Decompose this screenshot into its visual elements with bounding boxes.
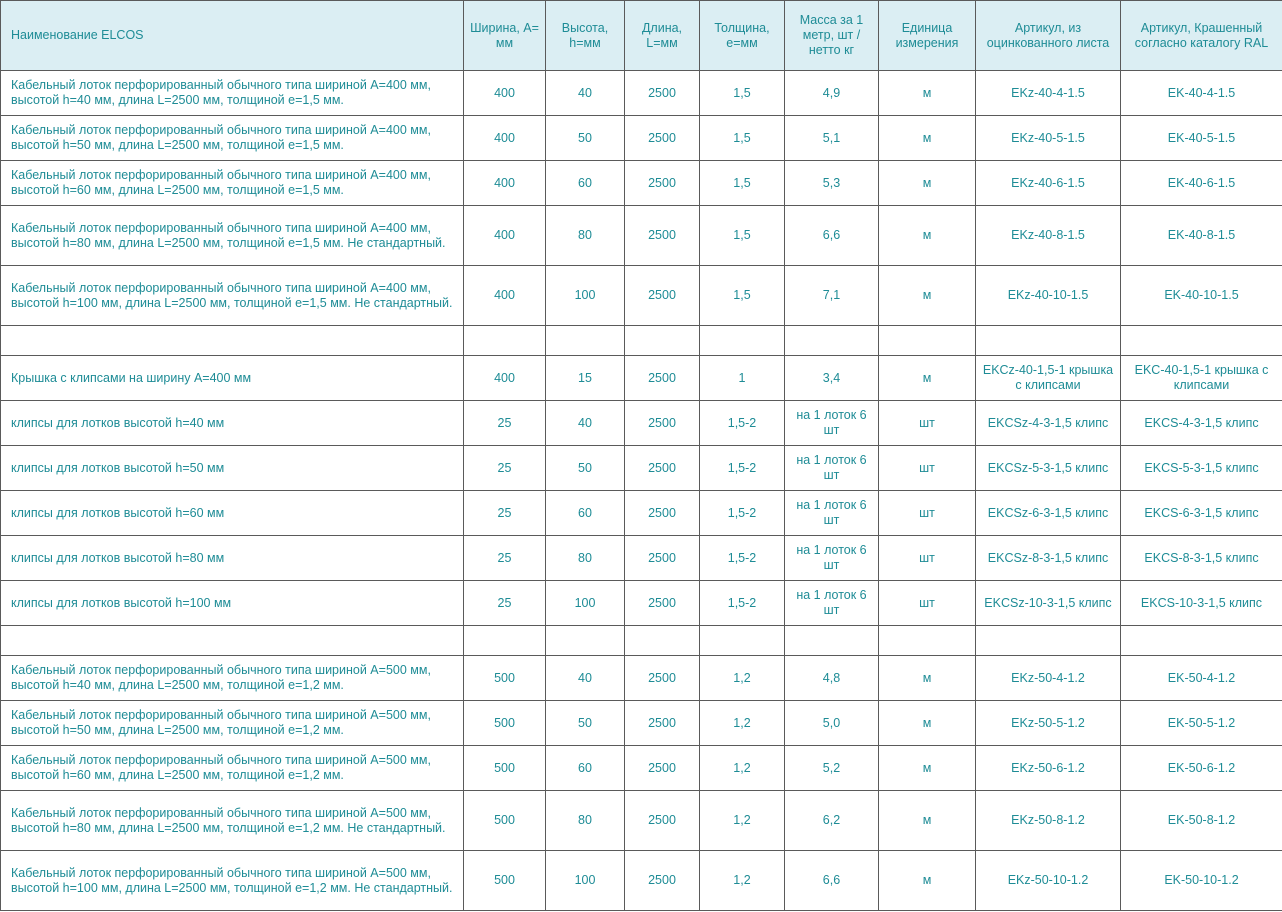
cell-length: 2500: [625, 656, 700, 701]
cell-length: 2500: [625, 356, 700, 401]
cell-mass: на 1 лоток 6 шт: [785, 446, 879, 491]
cell-thickness: 1,5: [700, 266, 785, 326]
cell-thickness: 1,5: [700, 71, 785, 116]
cell-height: 80: [546, 536, 625, 581]
cell-thickness: 1,2: [700, 701, 785, 746]
table-row: [1, 356, 1282, 401]
cell-name: Кабельный лоток перфорированный обычного типа шириной A=500 мм, высотой h=50 мм, длина L=2500 мм, толщиной е=1,2 мм.: [1, 701, 464, 746]
cell-article-galvanized: EKCSz-6-3-1,5 клипс: [976, 491, 1121, 536]
cell-unit: шт: [879, 536, 976, 581]
cell-article-galvanized: EKz-40-6-1.5: [976, 161, 1121, 206]
cell-thickness: [700, 626, 785, 656]
cell-length: [625, 626, 700, 656]
cell-height: 60: [546, 161, 625, 206]
cell-thickness: 1,2: [700, 746, 785, 791]
cell-name: Кабельный лоток перфорированный обычного типа шириной A=400 мм, высотой h=40 мм, длина L=2500 мм, толщиной е=1,5 мм.: [1, 71, 464, 116]
cell-width: 400: [464, 206, 546, 266]
cell-width: [464, 626, 546, 656]
cell-mass: 5,2: [785, 746, 879, 791]
cell-length: 2500: [625, 71, 700, 116]
cell-height: 60: [546, 491, 625, 536]
cell-unit: м: [879, 206, 976, 266]
cell-thickness: 1,5: [700, 206, 785, 266]
cell-height: 100: [546, 581, 625, 626]
cell-length: 2500: [625, 446, 700, 491]
cell-length: 2500: [625, 791, 700, 851]
cell-unit: м: [879, 791, 976, 851]
spacer-row: [1, 626, 1282, 656]
cell-width: 25: [464, 401, 546, 446]
cell-article-painted: EK-50-4-1.2: [1121, 656, 1282, 701]
table-row: [1, 206, 1282, 266]
cell-height: [546, 326, 625, 356]
table-row: [1, 401, 1282, 446]
cell-article-galvanized: EKz-40-5-1.5: [976, 116, 1121, 161]
table-row: [1, 656, 1282, 701]
table-row: [1, 266, 1282, 326]
cell-article-galvanized: EKz-50-6-1.2: [976, 746, 1121, 791]
cell-thickness: 1,5: [700, 116, 785, 161]
cell-width: 25: [464, 446, 546, 491]
table-row: [1, 581, 1282, 626]
cell-article-galvanized: EKCSz-8-3-1,5 клипс: [976, 536, 1121, 581]
cell-mass: на 1 лоток 6 шт: [785, 491, 879, 536]
cell-mass: на 1 лоток 6 шт: [785, 581, 879, 626]
cell-height: 15: [546, 356, 625, 401]
cell-article-galvanized: EKz-40-10-1.5: [976, 266, 1121, 326]
cell-thickness: 1,5-2: [700, 446, 785, 491]
cell-unit: шт: [879, 491, 976, 536]
cell-unit: м: [879, 116, 976, 161]
cell-name: [1, 326, 464, 356]
col-header-article-painted: Артикул, Крашенный согласно каталогу RAL: [1121, 1, 1282, 71]
header-row: [1, 1, 1282, 71]
cell-length: 2500: [625, 581, 700, 626]
cell-mass: 3,4: [785, 356, 879, 401]
cell-unit: [879, 326, 976, 356]
cell-mass: 6,6: [785, 851, 879, 911]
cell-name: Кабельный лоток перфорированный обычного типа шириной A=500 мм, высотой h=80 мм, длина L=2500 мм, толщиной е=1,2 мм. Не стандартный.: [1, 791, 464, 851]
cell-height: 100: [546, 851, 625, 911]
cell-thickness: 1,5-2: [700, 581, 785, 626]
table-header: [1, 1, 1282, 71]
cell-name: Кабельный лоток перфорированный обычного типа шириной A=400 мм, высотой h=80 мм, длина L=2500 мм, толщиной е=1,5 мм. Не стандартный.: [1, 206, 464, 266]
cell-article-painted: EK-50-8-1.2: [1121, 791, 1282, 851]
cell-name: клипсы для лотков высотой h=100 мм: [1, 581, 464, 626]
table-row: [1, 446, 1282, 491]
cell-article-painted: [1121, 326, 1282, 356]
col-header-height: Высота, h=мм: [546, 1, 625, 71]
cell-article-galvanized: EKz-50-5-1.2: [976, 701, 1121, 746]
cell-unit: м: [879, 356, 976, 401]
cell-width: 25: [464, 491, 546, 536]
cell-thickness: 1,5: [700, 161, 785, 206]
cell-article-galvanized: EKCz-40-1,5-1 крышка с клипсами: [976, 356, 1121, 401]
cell-unit: шт: [879, 401, 976, 446]
cell-length: 2500: [625, 401, 700, 446]
table-row: [1, 746, 1282, 791]
cell-thickness: 1,5-2: [700, 536, 785, 581]
col-header-mass: Масса за 1 метр, шт / нетто кг: [785, 1, 879, 71]
cell-length: 2500: [625, 116, 700, 161]
cell-article-painted: EK-50-10-1.2: [1121, 851, 1282, 911]
cell-width: 500: [464, 791, 546, 851]
cell-mass: [785, 626, 879, 656]
cell-article-painted: EK-40-5-1.5: [1121, 116, 1282, 161]
cell-width: 400: [464, 71, 546, 116]
cell-width: 25: [464, 536, 546, 581]
cell-width: 500: [464, 701, 546, 746]
cell-height: 50: [546, 116, 625, 161]
cell-mass: на 1 лоток 6 шт: [785, 536, 879, 581]
cell-article-galvanized: EKCSz-10-3-1,5 клипс: [976, 581, 1121, 626]
cell-unit: м: [879, 266, 976, 326]
cell-article-painted: [1121, 626, 1282, 656]
cell-article-painted: EKCS-4-3-1,5 клипс: [1121, 401, 1282, 446]
cell-article-painted: EK-50-5-1.2: [1121, 701, 1282, 746]
cell-width: 500: [464, 656, 546, 701]
table-row: [1, 536, 1282, 581]
cell-article-painted: EKCS-8-3-1,5 клипс: [1121, 536, 1282, 581]
cell-article-painted: EK-40-4-1.5: [1121, 71, 1282, 116]
cell-unit: шт: [879, 581, 976, 626]
cell-mass: 6,2: [785, 791, 879, 851]
cell-height: 40: [546, 71, 625, 116]
cell-name: клипсы для лотков высотой h=80 мм: [1, 536, 464, 581]
table-row: [1, 116, 1282, 161]
cell-name: Кабельный лоток перфорированный обычного типа шириной A=500 мм, высотой h=100 мм, длина L=2500 мм, толщиной е=1,2 мм. Не стандартный.: [1, 851, 464, 911]
cell-name: Кабельный лоток перфорированный обычного типа шириной A=400 мм, высотой h=60 мм, длина L=2500 мм, толщиной е=1,5 мм.: [1, 161, 464, 206]
cell-length: 2500: [625, 701, 700, 746]
cell-name: [1, 626, 464, 656]
cell-length: 2500: [625, 206, 700, 266]
cell-length: 2500: [625, 161, 700, 206]
cell-width: 500: [464, 746, 546, 791]
cell-mass: 4,8: [785, 656, 879, 701]
cell-unit: м: [879, 851, 976, 911]
cell-mass: 5,0: [785, 701, 879, 746]
table-row: [1, 71, 1282, 116]
cell-width: 400: [464, 266, 546, 326]
cell-article-galvanized: EKz-50-4-1.2: [976, 656, 1121, 701]
cell-article-painted: EK-40-10-1.5: [1121, 266, 1282, 326]
cell-article-galvanized: [976, 326, 1121, 356]
cell-name: Кабельный лоток перфорированный обычного типа шириной A=500 мм, высотой h=40 мм, длина L=2500 мм, толщиной е=1,2 мм.: [1, 656, 464, 701]
cell-mass: 5,1: [785, 116, 879, 161]
cell-width: 400: [464, 356, 546, 401]
table-row: [1, 491, 1282, 536]
cell-mass: [785, 326, 879, 356]
cell-length: 2500: [625, 851, 700, 911]
cell-article-painted: EKCS-10-3-1,5 клипс: [1121, 581, 1282, 626]
cell-height: 40: [546, 401, 625, 446]
cell-height: 100: [546, 266, 625, 326]
cell-article-galvanized: EKCSz-4-3-1,5 клипс: [976, 401, 1121, 446]
cell-length: 2500: [625, 746, 700, 791]
cell-article-galvanized: EKz-50-8-1.2: [976, 791, 1121, 851]
spacer-row: [1, 326, 1282, 356]
cell-mass: 4,9: [785, 71, 879, 116]
cell-height: 40: [546, 656, 625, 701]
cell-article-galvanized: EKz-40-4-1.5: [976, 71, 1121, 116]
cell-thickness: 1,2: [700, 656, 785, 701]
cell-article-painted: EK-50-6-1.2: [1121, 746, 1282, 791]
cell-unit: м: [879, 746, 976, 791]
cell-article-galvanized: EKCSz-5-3-1,5 клипс: [976, 446, 1121, 491]
cell-height: 50: [546, 446, 625, 491]
cell-height: 80: [546, 206, 625, 266]
cell-width: 400: [464, 116, 546, 161]
cell-article-painted: EK-40-6-1.5: [1121, 161, 1282, 206]
cell-thickness: [700, 326, 785, 356]
col-header-thickness: Толщина, е=мм: [700, 1, 785, 71]
cell-thickness: 1,2: [700, 791, 785, 851]
cell-length: [625, 326, 700, 356]
cell-unit: шт: [879, 446, 976, 491]
cell-article-painted: EKCS-6-3-1,5 клипс: [1121, 491, 1282, 536]
cell-length: 2500: [625, 536, 700, 581]
cell-name: Крышка с клипсами на ширину A=400 мм: [1, 356, 464, 401]
cell-unit: [879, 626, 976, 656]
cell-article-painted: EK-40-8-1.5: [1121, 206, 1282, 266]
table-body: [1, 71, 1282, 911]
table-row: [1, 791, 1282, 851]
cell-name: клипсы для лотков высотой h=60 мм: [1, 491, 464, 536]
cell-mass: 6,6: [785, 206, 879, 266]
cell-thickness: 1,5-2: [700, 491, 785, 536]
cell-mass: на 1 лоток 6 шт: [785, 401, 879, 446]
cell-name: клипсы для лотков высотой h=50 мм: [1, 446, 464, 491]
cell-unit: м: [879, 656, 976, 701]
cell-height: 50: [546, 701, 625, 746]
cell-unit: м: [879, 71, 976, 116]
col-header-name: Наименование ELCOS: [1, 1, 464, 71]
cell-width: 500: [464, 851, 546, 911]
cell-article-galvanized: EKz-50-10-1.2: [976, 851, 1121, 911]
cell-name: Кабельный лоток перфорированный обычного типа шириной A=400 мм, высотой h=100 мм, длина L=2500 мм, толщиной е=1,5 мм. Не стандартный.: [1, 266, 464, 326]
cell-article-painted: EKC-40-1,5-1 крышка с клипсами: [1121, 356, 1282, 401]
col-header-width: Ширина, A= мм: [464, 1, 546, 71]
cell-unit: м: [879, 701, 976, 746]
cell-width: 25: [464, 581, 546, 626]
cell-article-galvanized: EKz-40-8-1.5: [976, 206, 1121, 266]
cell-height: [546, 626, 625, 656]
table-row: [1, 701, 1282, 746]
cell-name: Кабельный лоток перфорированный обычного типа шириной A=400 мм, высотой h=50 мм, длина L=2500 мм, толщиной е=1,5 мм.: [1, 116, 464, 161]
cell-unit: м: [879, 161, 976, 206]
cell-thickness: 1,2: [700, 851, 785, 911]
cell-length: 2500: [625, 491, 700, 536]
col-header-length: Длина, L=мм: [625, 1, 700, 71]
table-row: [1, 161, 1282, 206]
cell-thickness: 1,5-2: [700, 401, 785, 446]
cell-mass: 5,3: [785, 161, 879, 206]
table-row: [1, 851, 1282, 911]
cell-height: 60: [546, 746, 625, 791]
col-header-unit: Единица измерения: [879, 1, 976, 71]
cell-name: клипсы для лотков высотой h=40 мм: [1, 401, 464, 446]
col-header-article-galvanized: Артикул, из оцинкованного листа: [976, 1, 1121, 71]
cell-mass: 7,1: [785, 266, 879, 326]
cell-width: 400: [464, 161, 546, 206]
cell-length: 2500: [625, 266, 700, 326]
cell-thickness: 1: [700, 356, 785, 401]
cell-width: [464, 326, 546, 356]
cell-article-painted: EKCS-5-3-1,5 клипс: [1121, 446, 1282, 491]
cell-name: Кабельный лоток перфорированный обычного типа шириной A=500 мм, высотой h=60 мм, длина L=2500 мм, толщиной е=1,2 мм.: [1, 746, 464, 791]
cell-article-galvanized: [976, 626, 1121, 656]
cell-height: 80: [546, 791, 625, 851]
